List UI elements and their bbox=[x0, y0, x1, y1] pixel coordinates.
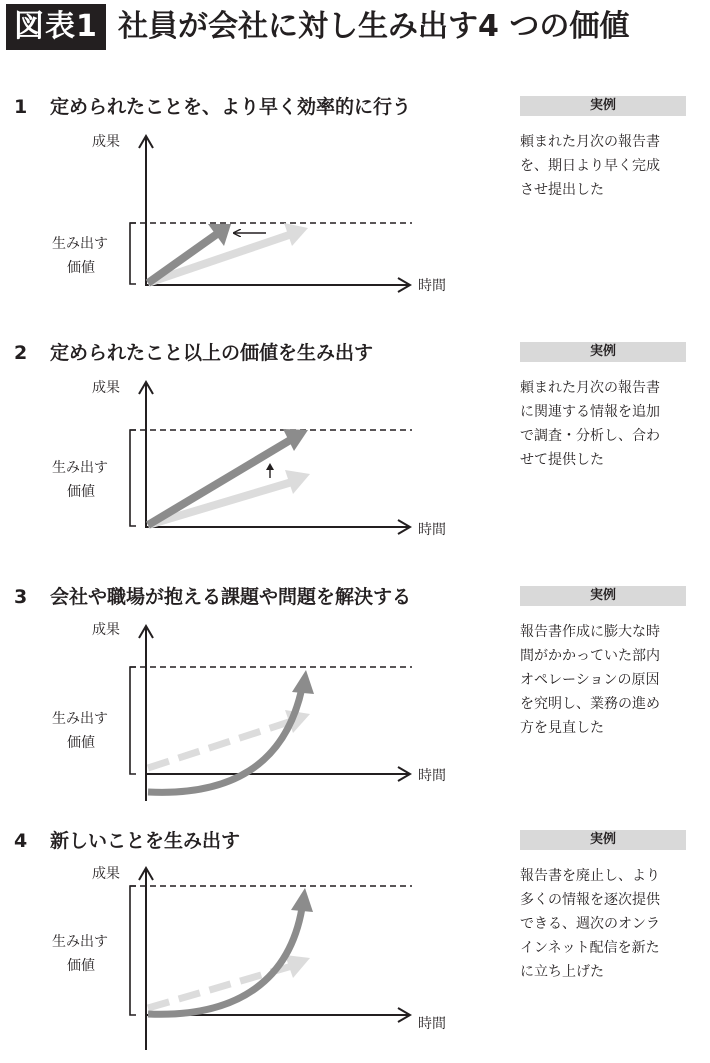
section-number: 4 bbox=[14, 830, 28, 852]
bracket-label-line2: 価値 bbox=[67, 484, 95, 500]
example-text bbox=[520, 620, 690, 740]
example-line: 報告書作成に膨大な時 bbox=[520, 624, 660, 640]
example-line: 頼まれた月次の報告書 bbox=[520, 134, 660, 150]
example-line: 報告書を廃止し、より bbox=[520, 868, 660, 884]
shift-up-arrowhead bbox=[266, 463, 274, 470]
x-axis-label: 時間 bbox=[418, 522, 446, 538]
value-bracket bbox=[130, 223, 136, 284]
value-bracket bbox=[130, 667, 136, 774]
example-label: 実例 bbox=[520, 586, 686, 606]
dark-arrowhead bbox=[291, 888, 313, 912]
section-number: 1 bbox=[14, 96, 28, 118]
example-text bbox=[520, 864, 690, 984]
example-line: 間がかかっていた部内 bbox=[520, 648, 660, 664]
y-axis-label: 成果 bbox=[92, 622, 120, 638]
example-text bbox=[520, 376, 690, 472]
section-title: 会社や職場が抱える課題や問題を解決する bbox=[50, 586, 412, 608]
section-number: 3 bbox=[14, 586, 28, 608]
diagram-4 bbox=[0, 858, 460, 1058]
example-line: を、期日より早く完成 bbox=[520, 158, 660, 174]
diagram-2 bbox=[0, 372, 460, 552]
value-bracket bbox=[130, 886, 136, 1015]
example-label: 実例 bbox=[520, 830, 686, 850]
bracket-label-line1: 生み出す bbox=[52, 236, 108, 252]
bracket-label-line2: 価値 bbox=[67, 260, 95, 276]
bracket-label-line1: 生み出す bbox=[52, 460, 108, 476]
bracket-label-line2: 価値 bbox=[67, 735, 95, 751]
example-line: インネット配信を新た bbox=[520, 940, 660, 956]
diagram-3 bbox=[0, 616, 460, 816]
example-label: 実例 bbox=[520, 342, 686, 362]
example-line: に立ち上げた bbox=[520, 964, 604, 980]
section-title: 定められたことを、より早く効率的に行う bbox=[50, 96, 412, 118]
example-line: 頼まれた月次の報告書 bbox=[520, 380, 660, 396]
bracket-label-line2: 価値 bbox=[67, 958, 95, 974]
example-label: 実例 bbox=[520, 96, 686, 116]
figure-badge: 図表1 bbox=[6, 4, 106, 50]
bracket-label-line1: 生み出す bbox=[52, 934, 108, 950]
x-axis-label: 時間 bbox=[418, 768, 446, 784]
dark-arrow-shaft bbox=[148, 234, 217, 283]
example-line: せて提供した bbox=[520, 452, 604, 468]
y-axis-label: 成果 bbox=[92, 866, 120, 882]
bracket-label-line1: 生み出す bbox=[52, 711, 108, 727]
example-line: 方を見直した bbox=[520, 720, 604, 736]
section-title: 定められたこと以上の価値を生み出す bbox=[50, 342, 374, 364]
example-line: 多くの情報を逐次提供 bbox=[520, 892, 660, 908]
x-axis-label: 時間 bbox=[418, 278, 446, 294]
section-title: 新しいことを生み出す bbox=[50, 830, 241, 852]
section-number: 2 bbox=[14, 342, 28, 364]
diagram-1 bbox=[0, 126, 460, 306]
example-line: させ提出した bbox=[520, 182, 604, 198]
y-axis-label: 成果 bbox=[92, 380, 120, 396]
example-line: できる、週次のオンラ bbox=[520, 916, 660, 932]
dark-curved-arrow bbox=[148, 908, 302, 1014]
dark-arrow-shaft bbox=[148, 439, 292, 525]
light-arrow-shaft bbox=[148, 234, 292, 283]
example-line: を究明し、業務の進め bbox=[520, 696, 660, 712]
dark-arrowhead bbox=[292, 670, 314, 694]
figure-header bbox=[0, 0, 710, 70]
figure-title: 社員が会社に対し生み出す4 つの価値 bbox=[118, 9, 630, 44]
y-axis-label: 成果 bbox=[92, 134, 120, 150]
value-bracket bbox=[130, 430, 136, 526]
light-dashed-arrow-shaft bbox=[148, 721, 292, 768]
x-axis-label: 時間 bbox=[418, 1016, 446, 1032]
example-text bbox=[520, 130, 690, 202]
example-line: で調査・分析し、合わ bbox=[520, 428, 660, 444]
example-line: オペレーションの原因 bbox=[520, 672, 660, 688]
light-arrow-shaft bbox=[148, 482, 292, 525]
example-line: に関連する情報を追加 bbox=[520, 404, 660, 420]
